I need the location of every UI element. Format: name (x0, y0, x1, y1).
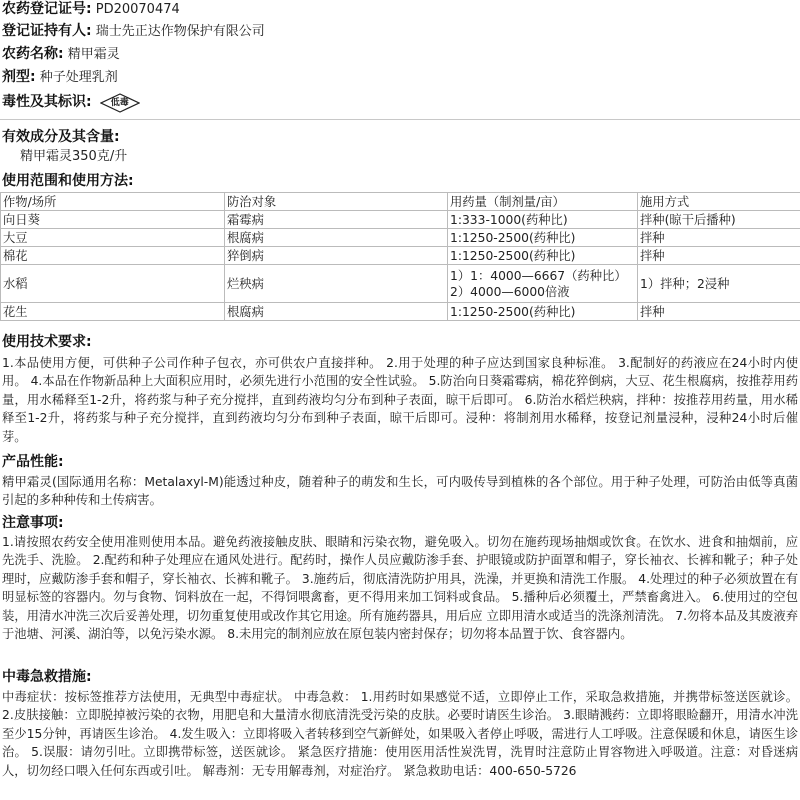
low-toxicity-seal-text: 低毒 (110, 97, 129, 108)
column-header: 防治对象 (225, 193, 448, 211)
column-header: 用药量（制剂量/亩） (448, 193, 638, 211)
method-cell: 拌种 (638, 303, 800, 321)
crop-cell: 向日葵 (1, 211, 225, 229)
method-cell: 1）拌种；2浸种 (638, 265, 800, 303)
ingredient-value: 精甲霜灵350克/升 (20, 149, 128, 164)
holder-label: 登记证持有人: (2, 23, 92, 39)
column-header: 作物/场所 (1, 193, 225, 211)
first-aid-heading: 中毒急救措施: (2, 669, 92, 685)
target-cell: 猝倒病 (225, 247, 448, 265)
formulation-value: 种子处理乳剂 (39, 70, 118, 85)
usage-heading: 使用范围和使用方法: (2, 173, 134, 189)
method-cell: 拌种 (638, 229, 800, 247)
method-cell: 拌种 (638, 247, 800, 265)
dosage-cell: 1:1250-2500(药种比) (448, 247, 638, 265)
precautions-text: 1.请按照农药安全使用准则使用本品。避免药液接触皮肤、眼睛和污染衣物，避免吸入。切勿在施药现场抽烟或饮食。在饮水、进食和抽烟前，应先洗手、洗脸。 2.配药和种子处理应在通风处进行。配药时，操作人员应戴防渗手套、护眼镜或防护面罩和帽子，穿长袖衣、长裤和靴子；种子处理时，应戴防渗手套和帽子，穿长袖衣、长裤和靴子。 3.施药后，彻底清洗防护用具，洗澡，并更换和清洗工作服。 4.处理过的种子必须放置在有明显标签的容器内。勿与食物、饲料放在一起，不得饲喂禽畜，更不得用来加工饲料或食品。 5.播种后必须覆土，严禁畜禽进入。 6.使用过的空包装，用清水冲洗三次后妥善处理，切勿重复使用或改作其它用途。所有施药器具，用后应 立即用清水或适当的洗涤剂清洗。 7.勿将本品及其废液弃于池塘、河溪、湖泊等，以免污染水源。 8.未用完的制剂应放在原包装内密封保存；切勿将本品置于饮、食容器内。 (2, 535, 798, 642)
dosage-cell: 1:333-1000(药种比) (448, 211, 638, 229)
holder-value: 瑞士先正达作物保护有限公司 (95, 24, 265, 39)
crop-cell: 大豆 (1, 229, 225, 247)
target-cell: 根腐病 (225, 303, 448, 321)
target-cell: 霜霉病 (225, 211, 448, 229)
table-row (1, 211, 800, 229)
table-row (1, 303, 800, 321)
usage-table (0, 192, 800, 321)
method-cell: 拌种(晾干后播种) (638, 211, 800, 229)
pesticide-name-row (2, 45, 120, 64)
target-cell: 根腐病 (225, 229, 448, 247)
table-row (1, 265, 800, 303)
table-row (1, 229, 800, 247)
toxicity-row (2, 91, 140, 114)
first-aid-text: 中毒症状：按标签推荐方法使用，无典型中毒症状。 中毒急救： 1.用药时如果感觉不适，立即停止工作，采取急救措施，并携带标签送医就诊。 2.皮肤接触：立即脱掉被污染的衣物，用肥皂和大量清水彻底清洗受污染的皮肤。必要时请医生诊治。 3.眼睛溅药：立即将眼睑翻开，用清水冲洗至少15分钟，再请医生诊治。 4.发生吸入：立即将吸入者转移到空气新鲜处，如果吸入者停止呼吸，需进行人工呼吸。注意保暖和休息，请医生诊治。 5.误服：请勿引吐。立即携带标签，送医就诊。 紧急医疗措施：使用医用活性炭洗胃，洗胃时注意防止胃容物进入呼吸道。注意：对昏迷病人，切勿经口喂入任何东西或引吐。 解毒剂：无专用解毒剂，对症治疗。 紧急救助电话：400-650-5726 (2, 690, 798, 778)
technical-heading: 使用技术要求: (2, 334, 92, 350)
divider (0, 119, 800, 120)
technical-text: 1.本品使用方便，可供种子公司作种子包衣，亦可供农户直接拌种。 2.用于处理的种子应达到国家良种标准。 3.配制好的药液应在24小时内使用。 4.本品在作物新品种上大面积应用时，必须先进行小范围的安全性试验。 5.防治向日葵霜霉病，棉花猝倒病，大豆、花生根腐病，按推荐用药量，用水稀释至1-2升，将药浆与种子充分搅拌，直到药液均匀分布到种子表面，晾干后即可。 6.防治水稻烂秧病，拌种：按推荐用药量，用水稀释至1-2升，将药浆与种子充分搅拌，直到药液均匀分布到种子表面，晾干后即可。浸种：将制剂用水稀释，按登记剂量浸种，浸种24小时后催芽。 (2, 356, 798, 444)
toxicity-label: 毒性及其标识: (2, 94, 92, 110)
dosage-cell: 1）1：4000—6667（药种比）2）4000—6000倍液 (448, 265, 638, 303)
crop-cell: 水稻 (1, 265, 225, 303)
dosage-cell: 1:1250-2500(药种比) (448, 229, 638, 247)
registration-number-row (2, 0, 180, 19)
pesticide-name-value: 精甲霜灵 (67, 47, 120, 62)
pesticide-name-label: 农药名称: (2, 46, 64, 62)
formulation-label: 剂型: (2, 69, 36, 85)
column-header: 施用方式 (638, 193, 800, 211)
table-row (1, 247, 800, 265)
crop-cell: 花生 (1, 303, 225, 321)
dosage-cell: 1:1250-2500(药种比) (448, 303, 638, 321)
registration-number-value: PD20070474 (95, 2, 180, 17)
performance-text: 精甲霜灵(国际通用名称：Metalaxyl-M)能透过种皮，随着种子的萌发和生长，可内吸传导到植株的各个部位。用于种子处理，可防治由低等真菌引起的多种种传和土传病害。 (2, 475, 798, 508)
crop-cell: 棉花 (1, 247, 225, 265)
precautions-heading: 注意事项: (2, 515, 64, 531)
table-header-row (1, 193, 800, 211)
formulation-row (2, 68, 118, 87)
holder-row (2, 22, 265, 41)
registration-number-label: 农药登记证号: (2, 1, 92, 17)
ingredient-heading: 有效成分及其含量: (2, 129, 120, 145)
target-cell: 烂秧病 (225, 265, 448, 303)
performance-heading: 产品性能: (2, 454, 64, 470)
low-toxicity-seal-icon (100, 93, 140, 113)
